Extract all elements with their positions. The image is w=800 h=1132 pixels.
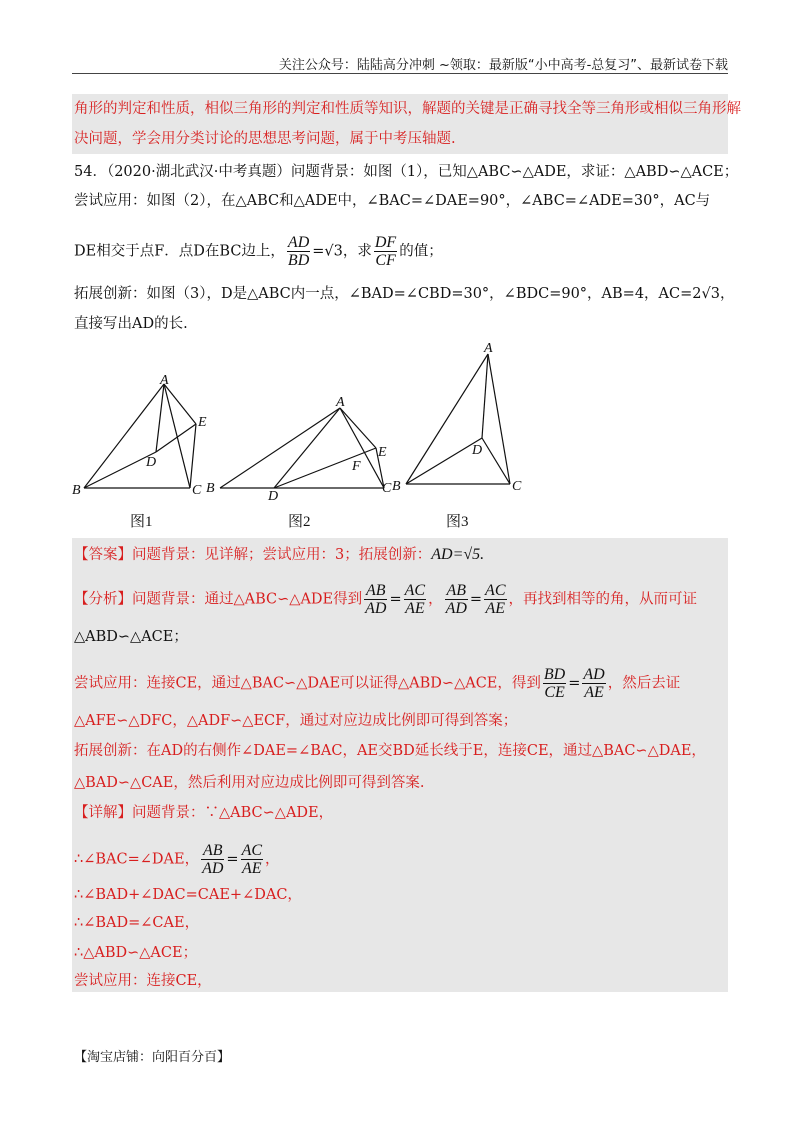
fig1-edge-ad [156, 384, 164, 452]
problem-line-3a: DE相交于点F．点D在BC边上， [74, 243, 285, 260]
detail-line-6: 尝试应用：连接CE， [74, 973, 212, 989]
problem-line-1: 54．（2020·湖北武汉·中考真题）问题背景：如图（1），已知△ABC∽△ADE，求证：△ABD∽△ACE； [74, 164, 739, 180]
frac-num: AC [404, 582, 426, 599]
figure-1 [60, 370, 220, 500]
answer-line [74, 544, 484, 566]
fig1-label-a: A [160, 373, 169, 388]
detail-line-5: ∴△ABD∽△ACE； [74, 945, 198, 961]
fig1-label-d: D [146, 455, 157, 470]
analysis-line-6: △BAD∽△CAE，然后利用对应边成比例即可得到答案. [74, 775, 425, 791]
frac-den: AD [365, 600, 387, 617]
analysis-l1a: 问题背景：通过△ABC∽△ADE得到 [132, 591, 363, 608]
answer-math: AD=√5. [431, 546, 485, 563]
fig3-edge-ac [488, 354, 510, 484]
fig3-label-d: D [472, 443, 483, 458]
intro-line-1: 角形的判定和性质，相似三角形的判定和性质等知识，解题的关键是正确寻找全等三角形或相似三角形解 [74, 101, 741, 117]
problem-line-3b: =√3，求 [312, 243, 372, 260]
fraction-df-cf [374, 234, 397, 269]
header-divider [72, 73, 728, 74]
analysis-l1b: ，再找到相等的角，从而可证 [508, 591, 697, 608]
fig3-label-b: B [392, 479, 401, 494]
frac-num: AD [583, 666, 605, 683]
frac-num: AD [287, 234, 310, 251]
frac-den: AE [405, 600, 425, 617]
analysis-tag: 【分析】 [74, 591, 132, 608]
fig2-label-e: E [378, 445, 387, 460]
fig1-edge-ab [84, 384, 164, 488]
fig2-label-f: F [352, 459, 361, 474]
page-footer: 【淘宝店铺：向阳百分百】 [74, 1050, 231, 1065]
fig2-label-a: A [336, 395, 345, 410]
fig2-label-d: D [268, 489, 279, 500]
frac-num: AB [202, 842, 223, 859]
fraction [543, 666, 566, 701]
frac-den: AE [584, 684, 604, 701]
answer-text: 问题背景：见详解；尝试应用：3；拓展创新： [132, 547, 432, 563]
frac-den: CF [375, 252, 396, 269]
analysis-line-4: △AFE∽△DFC，△ADF∽△ECF，通过对应边成比例即可得到答案； [74, 713, 518, 729]
analysis-l3b: ，然后去证 [607, 675, 681, 692]
fig3-edge-ab [406, 354, 488, 484]
frac-den: AE [242, 860, 262, 877]
detail-line-1 [74, 802, 333, 824]
detail-l1: 问题背景：∵△ABC∽△ADE， [132, 805, 334, 821]
frac-den: AE [485, 600, 506, 617]
analysis-line-5: 拓展创新：在AD的右侧作∠DAE=∠BAC，AE交BD延长线于E，连接CE，通过△BAC∽△DAE， [74, 743, 706, 759]
fig2-label-c: C [382, 481, 392, 496]
frac-den: CE [544, 684, 565, 701]
fig2-edge-ad [274, 408, 340, 488]
problem-line-4: 拓展创新：如图（3），D是△ABC内一点，∠BAD=∠CBD=30°，∠BDC=90°，AB=4，AC=2√3， [74, 286, 735, 302]
fig3-label-c: C [512, 479, 522, 494]
fig1-label-e: E [198, 415, 207, 430]
frac-den: AD [445, 600, 467, 617]
fig1-label-c: C [192, 483, 202, 498]
detail-l2b: ， [265, 851, 280, 868]
fig3-edge-bd [406, 438, 482, 484]
frac-num: DF [374, 234, 397, 251]
fig1-label-b: B [72, 483, 81, 498]
fraction [582, 666, 605, 701]
problem-line-3c: 的值； [399, 243, 443, 260]
fraction [364, 582, 387, 617]
page-header: 关注公众号：陆陆高分冲刺 ~领取：最新版“小中高考-总复习”、最新试卷下载 [278, 58, 728, 73]
frac-num: AB [366, 582, 386, 599]
fig1-edge-ec [190, 424, 196, 488]
frac-num: AC [485, 582, 506, 599]
frac-den: BD [287, 252, 310, 269]
frac-num: AB [446, 582, 466, 599]
detail-line-4: ∴∠BAD=∠CAE， [74, 915, 200, 931]
fraction [445, 582, 468, 617]
detail-line-2: ∴∠BAC=∠DAE， $\frac{AB}{AD}$ = $\frac{AC}{AE}$ ， [74, 842, 280, 877]
analysis-l3a: 尝试应用：连接CE，通过△BAC∽△DAE可以证得△ABD∽△ACE，得到 [74, 675, 541, 692]
fig3-edge-ad [482, 354, 488, 438]
fraction [404, 582, 426, 617]
problem-line-2: 尝试应用：如图（2），在△ABC和△ADE中，∠BAC=∠DAE=90°，∠ABC=∠ADE=30°，AC与 [74, 193, 711, 209]
fig2-caption: 图2 [288, 514, 311, 530]
figure-2 [200, 390, 410, 500]
fraction [201, 842, 224, 877]
frac-den: AD [202, 860, 224, 877]
fig3-caption: 图3 [446, 514, 469, 530]
analysis-line-1: 【分析】问题背景：通过△ABC∽△ADE得到 $\frac{AB}{AD}$ = $\frac{AC}{AE}$ ， $\frac{AB}{AD}$ = $\frac{AC}{AE}$ ，再找到相等的角，从而可证 [74, 582, 697, 617]
analysis-line-3: 尝试应用：连接CE，通过△BAC∽△DAE可以证得△ABD∽△ACE，得到 $\frac{BD}{CE}$ = $\frac{AD}{AE}$ ，然后去证 [74, 666, 681, 701]
fig2-edge-ae [340, 408, 376, 448]
fraction [241, 842, 263, 877]
intro-line-2: 决问题，学会用分类讨论的思想思考问题，属于中考压轴题. [74, 131, 456, 147]
problem-line-5: 直接写出AD的长. [74, 316, 188, 332]
problem-line-3 [74, 234, 443, 269]
detail-line-3: ∴∠BAD+∠DAC=CAE+∠DAC， [74, 887, 302, 903]
detail-tag: 【详解】 [74, 805, 132, 821]
fig3-label-a: A [484, 341, 493, 356]
fraction-ad-bd [287, 234, 310, 269]
analysis-line-2: △ABD∽△ACE； [74, 629, 188, 645]
frac-num: AC [241, 842, 263, 859]
figure-3 [390, 338, 540, 498]
answer-tag: 【答案】 [74, 547, 132, 563]
detail-l2a: ∴∠BAC=∠DAE， [74, 851, 200, 868]
fig2-edge-de [274, 448, 376, 488]
fig2-label-b: B [206, 481, 215, 496]
fig2-edge-ab [220, 408, 340, 488]
fig1-edge-de [156, 424, 196, 452]
frac-num: BD [543, 666, 566, 683]
fraction [484, 582, 506, 617]
fig1-caption: 图1 [130, 514, 153, 530]
